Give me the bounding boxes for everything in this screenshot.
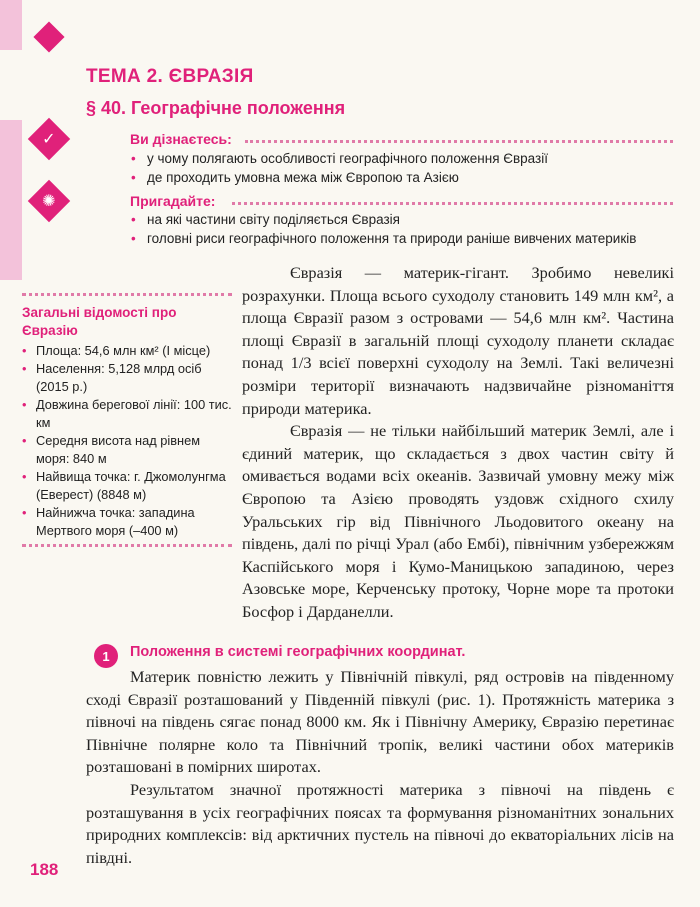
subsection-title: Положення в системі географічних координат. — [130, 644, 466, 660]
sidebar-fact: • Середня висота над рівнем моря: 840 м — [22, 432, 232, 468]
checkmark-icon: ✓ — [28, 118, 70, 160]
topic-title: ТЕМА 2. ЄВРАЗІЯ — [86, 66, 254, 87]
sidebar-bottom-divider — [22, 544, 232, 547]
intro-text — [242, 262, 674, 624]
learn-item: • де проходить умовна межа між Європою та Азією — [133, 168, 653, 187]
recall-item: • головні риси географічного положення та природи раніше вивчених материків — [133, 229, 653, 248]
sidebar-top-divider — [22, 293, 232, 296]
dotted-divider — [232, 202, 673, 205]
margin-strip-top — [0, 0, 22, 50]
section-title: § 40. Географічне положення — [86, 98, 346, 118]
subsection-number: 1 — [94, 644, 118, 668]
sidebar-title: Загальні відомості про Євразію — [22, 305, 177, 338]
recall-heading: Пригадайте: — [130, 193, 216, 209]
subsection-text — [86, 666, 674, 869]
recall-item: • на які частини світу поділяється Євразія — [133, 210, 653, 229]
dotted-divider — [245, 140, 673, 143]
paragraph: Євразія — материк-гігант. Зробимо невеликі розрахунки. Площа всього суходолу становить 149 млн км², а площа Євразії разом з островами — 54,6 млн км². Частина площі Євразії в загальній площі суходолу планети складає понад 1/3 всієї поверхні суходолу на Землі. Такі величезні розміри території визначають надзвичайне різноманіття природи материка. — [242, 263, 674, 418]
sidebar-fact: • Найвища точка: г. Джомолунгма (Еверест) (8848 м) — [22, 468, 232, 504]
lightbulb-icon: ✺ — [28, 180, 70, 222]
paragraph: Материк повністю лежить у Північній півкулі, ряд островів на південному сході Євразії розташований у Південній півкулі (рис. 1). Протяжність материка з півночі на південь сягає понад 8000 км. Як і Північну Америку, Євразію перетинає Північне полярне коло та Північний тропік, великі частини обох материків розташовані в помірних широтах. — [86, 667, 674, 777]
decorative-diamond — [33, 21, 64, 52]
sidebar-fact: • Довжина берегової лінії: 100 тис. км — [22, 396, 232, 432]
sidebar-fact: • Найнижча точка: западина Мертвого моря (–400 м) — [22, 504, 232, 540]
sidebar-fact: • Населення: 5,128 млрд осіб (2015 р.) — [22, 360, 232, 396]
margin-strip-middle — [0, 120, 22, 280]
learn-item: • у чому полягають особливості географічного положення Євразії — [133, 149, 653, 168]
paragraph: Результатом значної протяжності материка з півночі на південь є розташування в усіх географічних поясах та формування різноманітних зональних природних комплексів: від арктичних пустель на півночі до екваторіальних лісів на півдні. — [86, 779, 674, 867]
page-number: 188 — [30, 860, 59, 879]
learn-heading: Ви дізнаєтесь: — [130, 131, 232, 147]
sidebar-fact: • Площа: 54,6 млн км² (І місце) — [22, 342, 232, 360]
paragraph: Євразія — не тільки найбільший материк Землі, але і єдиний материк, що складається з двох частин світу й омивається водами всіх океанів. Зазвичай умовну межу між Європою та Азією проводять уздовж східного схилу Уральських гір від Північного Льодовитого океану на південь, далі по річці Урал (або Ембі), північним узбережжям Каспійського моря і Кумо-Маницькою западиною, через Азовське море, Керченську протоку, Чорне море та протоки Босфор і Дарданелли. — [242, 421, 674, 621]
general-info-sidebar — [22, 304, 232, 540]
